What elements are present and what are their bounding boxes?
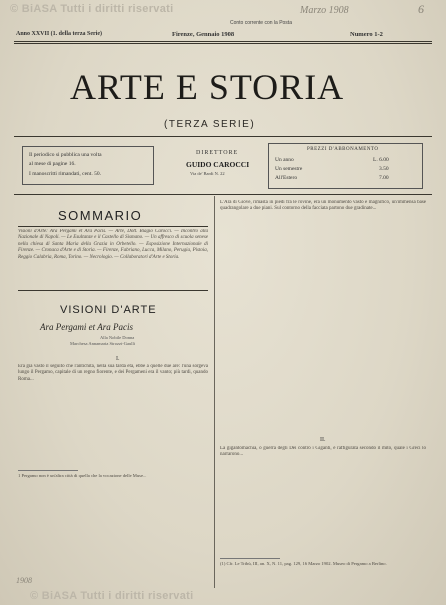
- info-line-3: I manoscritti rimandati, cent. 50.: [29, 171, 101, 177]
- subscription-row-3-label: All'Estero: [275, 175, 298, 181]
- subscription-row-3-price: 7.00: [379, 175, 389, 181]
- section-roman-1: I.: [116, 356, 120, 362]
- postal-note: Conto corrente con la Posta: [230, 20, 292, 26]
- director-address: Via de' Bardi N. 22: [190, 171, 225, 176]
- director-label: DIRETTORE: [196, 150, 239, 156]
- info-line-2: al mese di pagine 16.: [29, 161, 76, 167]
- dedication-2: Marchesa Annamaria Strozzi-Gaulli: [70, 341, 135, 346]
- director-name: GUIDO CAROCCI: [186, 160, 250, 169]
- section-roman-2: II.: [320, 437, 326, 443]
- subscription-row-1-label: Un anno: [275, 157, 294, 163]
- issue-date: Firenze, Gennaio 1908: [172, 31, 235, 38]
- masthead-title: ARTE E STORIA: [70, 67, 345, 107]
- summary-text: Visioni d'Arte: Ara Pergami et Ara Pacis. — Arte, Dott. Biagio Carocci. — Incontro alla Nazionale di Napoli. — Le Esultanze e il Castello di Sismano. — Un affresco di scuola senese nella chiesa di Santa Maria della Grazia in Orbetello. — Esposizione Internazionale di Firenze. — Cronaca d'Arte e di Storia. — Firenze, Fabriano, Lucca, Milano, Perugia, Pistoia, Reggio Calabria, Roma, Torino. — Necrologio. — Collaboratori d'Arte e Storia.: [18, 229, 208, 260]
- rule-header-bottom: [14, 194, 432, 195]
- rule-top: [14, 41, 432, 42]
- subscription-row-2-price: 3.50: [379, 166, 389, 172]
- notes-rule: [220, 558, 280, 559]
- issue-volume: Anno XXVII (1. della terza Serie): [16, 31, 102, 37]
- rule-top-thin: [14, 43, 432, 44]
- subscription-row-1-price: L. 6.00: [373, 157, 389, 163]
- handwritten-note-bottom: 1908: [16, 576, 32, 585]
- dedication: Alla Nobile Donna: [100, 335, 135, 340]
- notes-text-right: (1) Cfr. Le Tribù, III, an. X, N. 11, pag. 129, 16 Marzo 1902. Museo di Pergamo a Berlino.: [220, 561, 387, 566]
- section-title: VISIONI D'ARTE: [60, 304, 157, 316]
- subscription-box: [268, 143, 423, 189]
- handwritten-corner-number: 6: [418, 2, 424, 16]
- subscription-title: PREZZI D'ABBONAMENTO: [307, 147, 379, 152]
- series-subtitle: (TERZA SERIE): [164, 119, 256, 130]
- watermark-top: © BiASA Tutti i diritti riservati: [10, 3, 174, 15]
- watermark-bottom: © BiASA Tutti i diritti riservati: [30, 590, 194, 602]
- footnote-text-left: 1 Pergamo non è un'altra città di quella che la vocazione delle Muse...: [18, 473, 147, 478]
- publication-info-box: [22, 146, 154, 185]
- article-text-right-bottom: La gigantomachia, o guerra degli Dei contro i Giganti, è raffigurata secondo il mito, quale i Greci lo narrarono...: [220, 446, 426, 458]
- handwritten-note-top: Marzo 1908: [300, 5, 349, 16]
- article-text-right-top: L'Ara di Giove, rimasta in piedi fra le rovine, era un monumento vasto e magnifico, un'immensa base quadrangolare a due piani. Sul contorno della facciata partono due gradinate...: [220, 200, 426, 212]
- article-title: Ara Pergami et Ara Pacis: [40, 322, 133, 332]
- footnote-rule: [18, 470, 78, 471]
- info-line-1: Il periodico si pubblica una volta: [29, 152, 102, 158]
- column-divider: [214, 196, 215, 588]
- rule-summary: [18, 226, 208, 227]
- summary-title: SOMMARIO: [58, 208, 143, 223]
- rule-summary-bottom: [18, 290, 208, 291]
- subscription-row-2-label: Un semestre: [275, 166, 303, 172]
- article-text-left: Era già vasto il seguito che l'antichità, nella sua tarda età, ebbe a quelle due are: l'una sorgeva lungo il Pergamo, capitale di un regno fiorente, e dei Pergameni era il vanto; più tardi, quando Roma...: [18, 364, 208, 382]
- rule-masthead: [14, 136, 432, 137]
- issue-number: Numero 1-2: [350, 31, 383, 38]
